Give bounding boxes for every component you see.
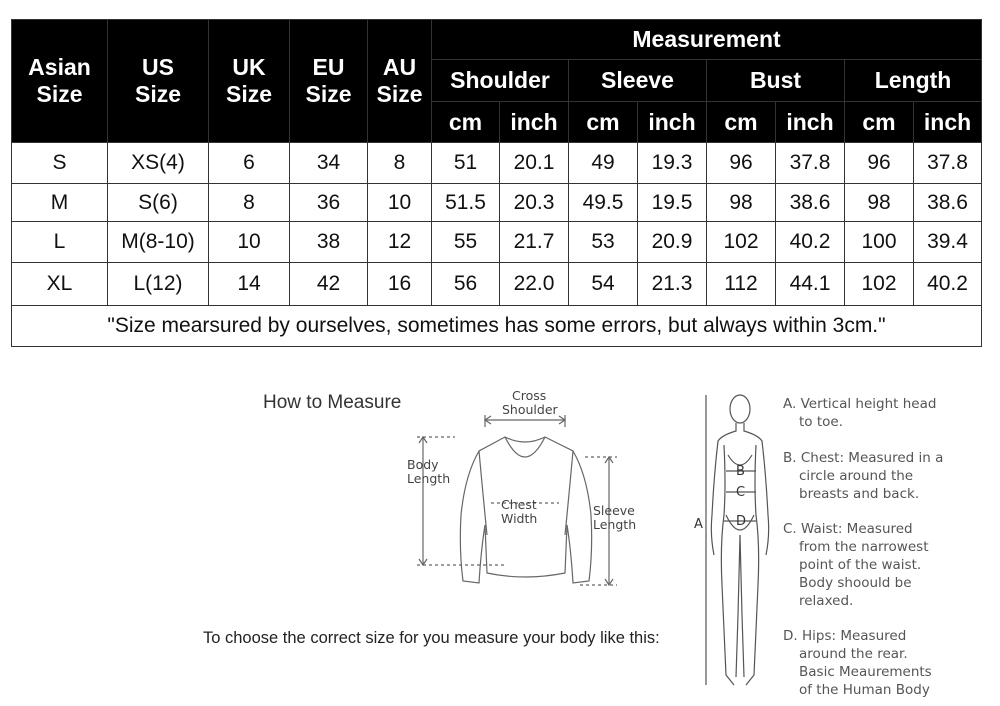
legend-line: Body shoould be [799,575,912,591]
chest-width-label: Chest [501,497,537,512]
legend-line: D. Hips: Measured [783,628,907,644]
unit-cm: cm [707,102,776,143]
table-cell: XL [12,263,108,306]
table-cell: 38.6 [914,184,982,222]
table-cell: 40.2 [776,222,845,263]
sleeve-length-label: Sleeve [593,503,635,518]
choose-size-text: To choose the correct size for you measure your body like this: [203,629,660,647]
table-cell: 16 [368,263,432,306]
legend-line: breasts and back. [799,486,920,502]
table-cell: 22.0 [500,263,569,306]
unit-cm: cm [569,102,638,143]
figure-label-d: D [736,514,747,529]
table-cell: 36 [290,184,368,222]
legend-b [783,449,943,503]
unit-inch: inch [500,102,569,143]
table-cell: 38.6 [776,184,845,222]
table-cell: 37.8 [776,143,845,184]
table-cell: 98 [707,184,776,222]
table-cell: 102 [707,222,776,263]
table-cell: 40.2 [914,263,982,306]
figure-label-a: A [694,517,703,532]
header-length: Length [845,60,982,102]
table-cell: 98 [845,184,914,222]
table-note: "Size mearsured by ourselves, sometimes has some errors, but always within 3cm." [12,306,982,347]
table-cell: 42 [290,263,368,306]
header-shoulder: Shoulder [432,60,569,102]
header-us-size: US Size [108,20,209,143]
header-eu-size: EU Size [290,20,368,143]
table-cell: 96 [845,143,914,184]
unit-inch: inch [776,102,845,143]
table-cell: M(8-10) [108,222,209,263]
legend-d [783,627,932,699]
table-cell: 102 [845,263,914,306]
table-cell: 8 [209,184,290,222]
table-cell: 20.1 [500,143,569,184]
legend-c [783,520,928,610]
table-cell: 10 [368,184,432,222]
legend-line: to toe. [799,414,843,430]
table-cell: 6 [209,143,290,184]
table-cell: 34 [290,143,368,184]
table-cell: 54 [569,263,638,306]
sleeve-length-label: Length [593,517,637,532]
header-asian-size: Asian Size [12,20,108,143]
table-cell: 19.3 [638,143,707,184]
legend-a [783,395,936,431]
table-cell: S [12,143,108,184]
table-cell: 12 [368,222,432,263]
table-cell: 21.7 [500,222,569,263]
header-measurement: Measurement [432,20,982,60]
table-row [12,143,982,184]
legend-line: Basic Meaurements [799,664,932,680]
table-cell: 53 [569,222,638,263]
legend-line: from the narrowest [799,539,929,555]
legend-line: B. Chest: Measured in a [783,450,944,466]
table-cell: 112 [707,263,776,306]
table-cell: 39.4 [914,222,982,263]
table-row [12,184,982,222]
size-table [11,19,982,347]
figure-label-c: C [736,485,746,500]
table-cell: S(6) [108,184,209,222]
table-cell: L [12,222,108,263]
legend-line: around the rear. [799,646,908,662]
how-to-measure-title: How to Measure [263,392,402,413]
header-bust: Bust [707,60,845,102]
header-sleeve: Sleeve [569,60,707,102]
unit-inch: inch [638,102,707,143]
chest-width-label: Width [501,511,538,526]
header-au-size: AU Size [368,20,432,143]
table-cell: 19.5 [638,184,707,222]
sweater-diagram [395,385,665,600]
table-cell: 51 [432,143,500,184]
table-cell: 51.5 [432,184,500,222]
table-cell: 10 [209,222,290,263]
cross-shoulder-label: Cross [512,388,547,403]
table-cell: 56 [432,263,500,306]
cross-shoulder-label: Shoulder [502,402,558,417]
table-cell: 44.1 [776,263,845,306]
table-cell: 20.9 [638,222,707,263]
table-cell: M [12,184,108,222]
body-length-label: Length [407,471,451,486]
legend-line: of the Human Body [799,682,930,698]
table-cell: 100 [845,222,914,263]
table-cell: 21.3 [638,263,707,306]
body-length-label: Body [407,457,439,472]
legend-line: A. Vertical height head [783,396,937,412]
human-figure-diagram [690,385,780,703]
legend-line: relaxed. [799,593,854,609]
table-cell: 49.5 [569,184,638,222]
legend-line: circle around the [799,468,914,484]
figure-label-b: B [736,464,745,479]
unit-cm: cm [432,102,500,143]
table-cell: 96 [707,143,776,184]
legend-line: C. Waist: Measured [783,521,913,537]
table-cell: 8 [368,143,432,184]
table-cell: 38 [290,222,368,263]
legend-line: point of the waist. [799,557,922,573]
table-row [12,222,982,263]
unit-cm: cm [845,102,914,143]
table-cell: 37.8 [914,143,982,184]
table-cell: 14 [209,263,290,306]
header-uk-size: UK Size [209,20,290,143]
unit-inch: inch [914,102,982,143]
table-cell: 49 [569,143,638,184]
table-cell: XS(4) [108,143,209,184]
table-cell: L(12) [108,263,209,306]
table-cell: 55 [432,222,500,263]
table-row [12,263,982,306]
table-cell: 20.3 [500,184,569,222]
